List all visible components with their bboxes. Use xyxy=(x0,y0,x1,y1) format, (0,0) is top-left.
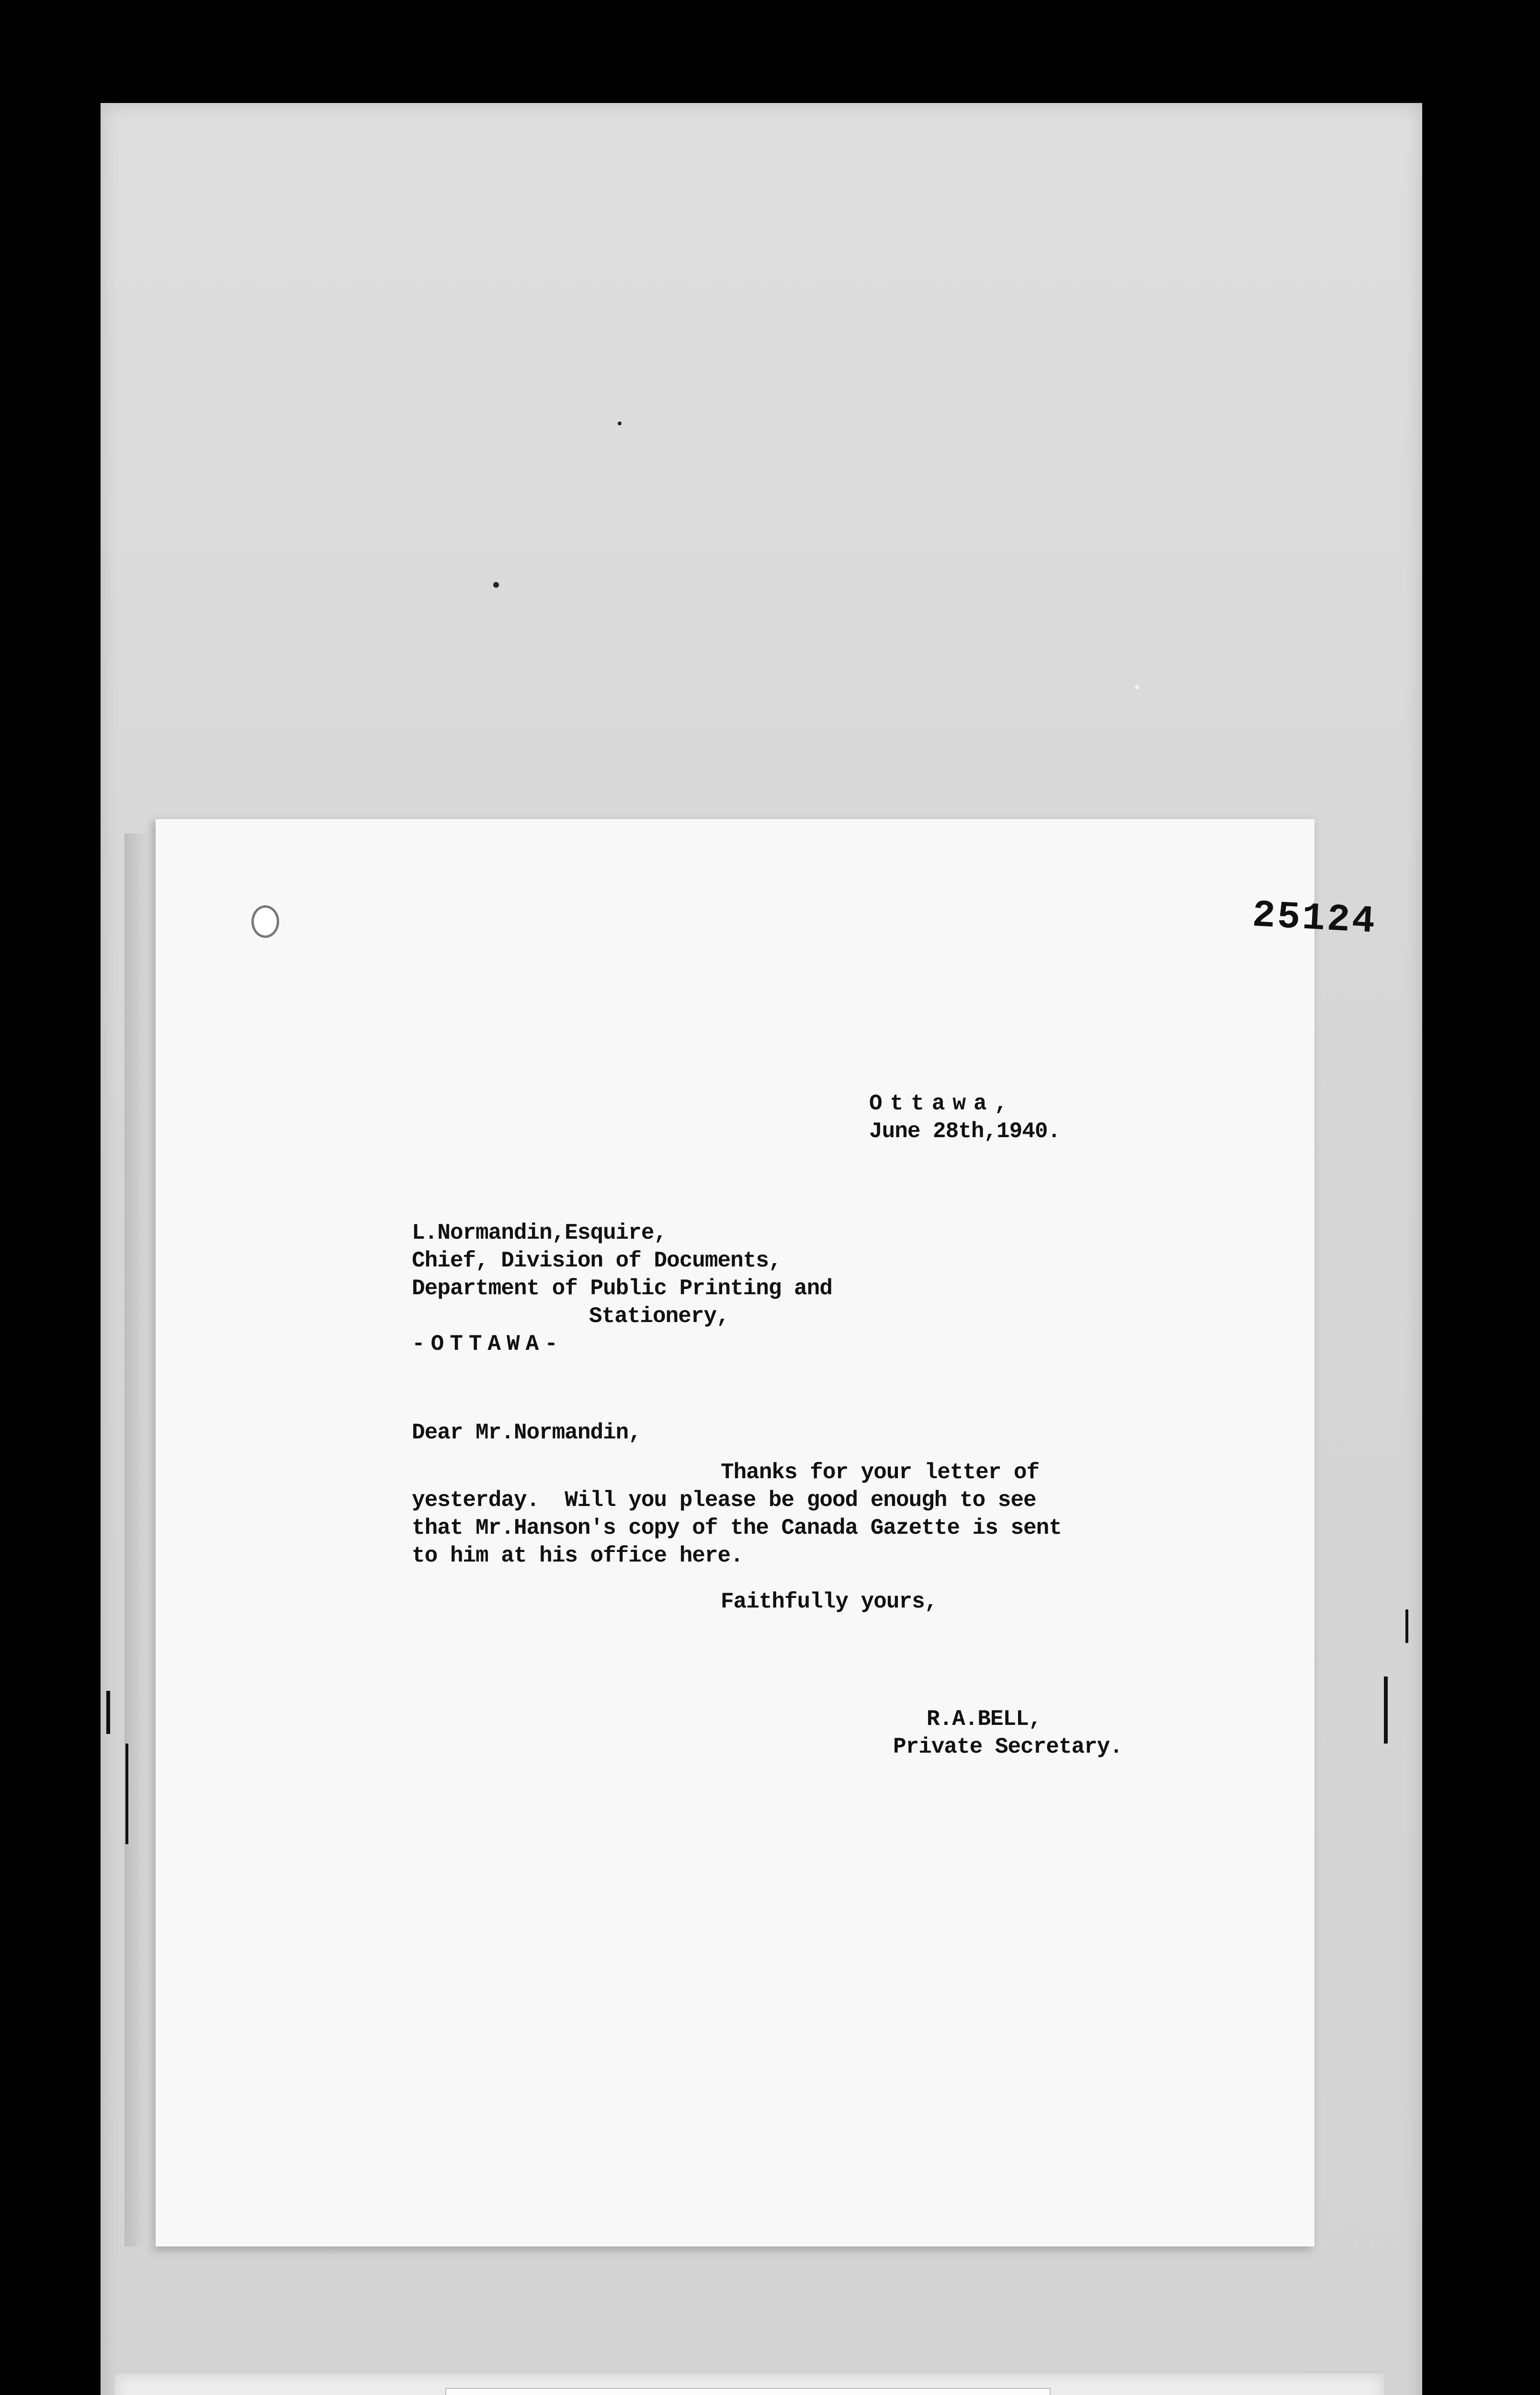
dust-speck xyxy=(493,582,499,588)
document-number: 25124 xyxy=(1251,894,1378,944)
salutation: Dear Mr.Normandin, xyxy=(412,1420,641,1445)
film-edge-mark xyxy=(106,1691,110,1734)
address-line: L.Normandin,Esquire, xyxy=(412,1220,667,1245)
film-edge-mark xyxy=(1405,1609,1408,1643)
body-line: yesterday. Will you please be good enough to see xyxy=(412,1488,1036,1513)
signature-name: R.A.BELL, xyxy=(927,1707,1042,1732)
address-line: Department of Public Printing and xyxy=(412,1276,832,1301)
dust-speck xyxy=(618,422,622,425)
letter-sheet xyxy=(156,819,1378,2247)
address-line: Chief, Division of Documents, xyxy=(412,1248,781,1273)
archive-label-card xyxy=(115,2373,1384,2395)
film-edge-mark xyxy=(1384,1676,1388,1744)
letter-city: Ottawa, xyxy=(869,1091,1016,1116)
punch-hole xyxy=(251,905,279,938)
body-line: Thanks for your letter of xyxy=(721,1460,1040,1485)
volume-label xyxy=(445,2388,1051,2395)
closing: Faithfully yours, xyxy=(721,1589,938,1614)
body-line: to him at his office here. xyxy=(412,1543,743,1568)
letter-shadow-edge xyxy=(125,833,158,2247)
film-edge-mark xyxy=(125,1744,128,1844)
body-line: that Mr.Hanson's copy of the Canada Gazette is sent xyxy=(412,1516,1062,1540)
signature-title: Private Secretary. xyxy=(893,1734,1122,1759)
address-line: Stationery, xyxy=(589,1304,729,1329)
address-line: -OTTAWA- xyxy=(412,1332,564,1357)
letter-date: June 28th,1940. xyxy=(869,1119,1061,1144)
dust-speck xyxy=(1135,685,1139,689)
